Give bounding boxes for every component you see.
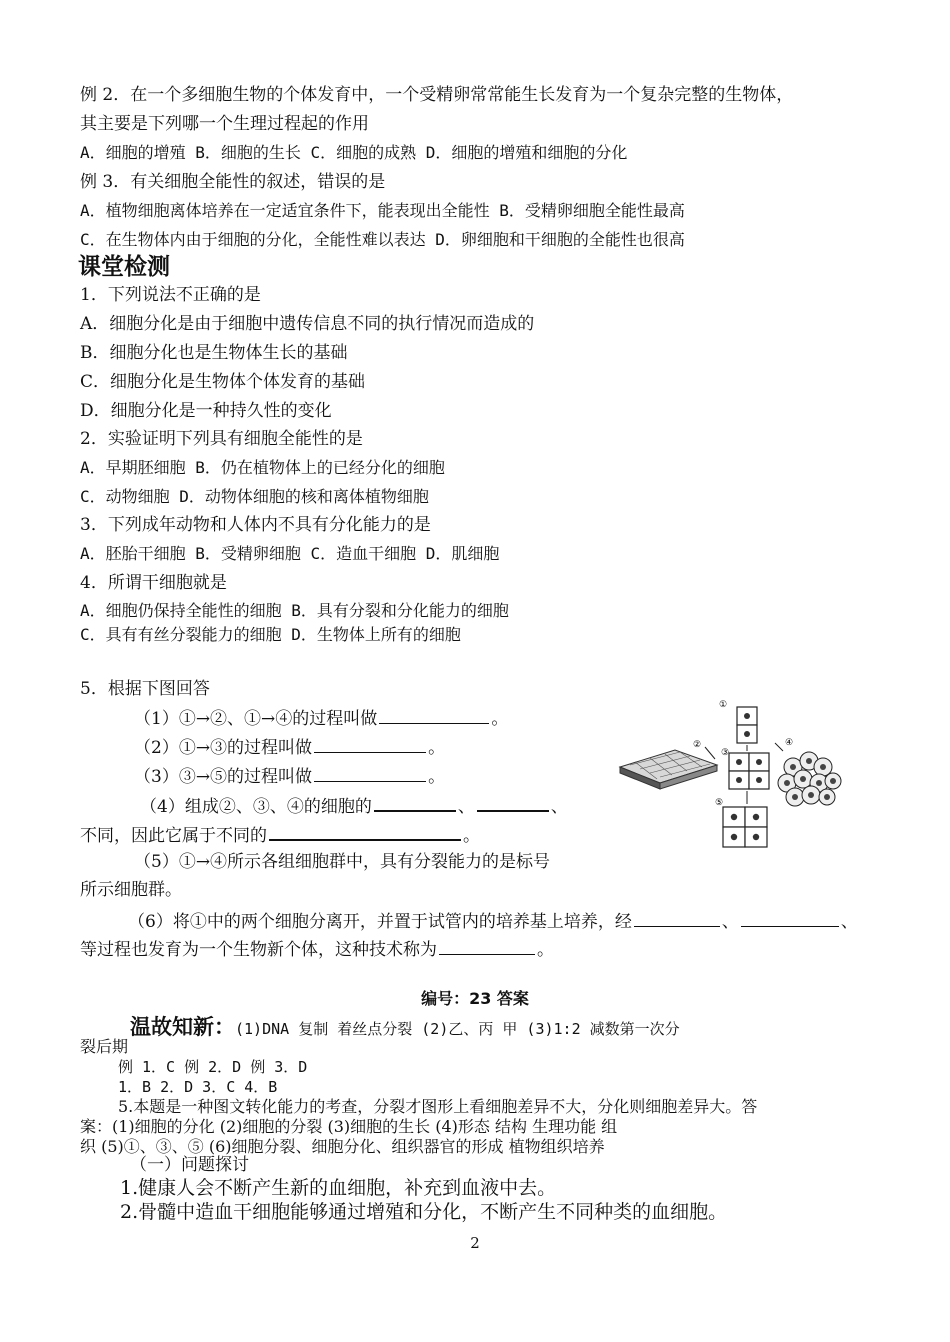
explore-item-2: 2.骨髓中造血干细胞能够通过增殖和分化，不断产生不同种类的血细胞。 <box>120 1201 728 1223</box>
q1-stem: 1．下列说法不正确的是 <box>80 285 261 305</box>
figure-label: ② <box>693 740 702 750</box>
q1-option-a: A．细胞分化是由于细胞中遗传信息不同的执行情况而造成的 <box>80 314 535 334</box>
example-3-options-ab: A．植物细胞离体培养在一定适宜条件下，能表现出全能性 B．受精卵细胞全能性最高 <box>80 201 685 220</box>
explore-item-1: 1.健康人会不断产生新的血细胞，补充到血液中去。 <box>120 1177 557 1199</box>
example-2-line-1: 例 2．在一个多细胞生物的个体发育中，一个受精卵常常能生长发育为一个复杂完整的生物体， <box>80 85 794 105</box>
explore-title: （一）问题探讨 <box>130 1155 249 1175</box>
q5-part-6-end: 。 <box>537 940 554 960</box>
answers-checks: 1．B 2．D 3．C 4．B <box>118 1078 278 1096</box>
q5-part-3 <box>134 765 445 788</box>
q5-part-4 <box>140 794 568 818</box>
answers-q5-line-3: 织 (5)①、③、⑤ (6)细胞分裂、细胞分化、组织器官的形成 植物组织培养 <box>80 1137 605 1156</box>
q5-part-1-text: （1）①→②、①→④的过程叫做 <box>134 709 378 729</box>
q4-options-ab: A．细胞仍保持全能性的细胞 B．具有分裂和分化能力的细胞 <box>80 601 509 620</box>
answer-blank[interactable] <box>439 938 535 955</box>
q5-part-4-sep2: 、 <box>550 797 568 817</box>
example-2-line-2: 其主要是下列哪一个生理过程起的作用 <box>80 114 369 134</box>
q5-part-4-cont-text: 不同，因此它属于不同的 <box>80 826 267 846</box>
q5-part-3-end: 。 <box>428 767 446 787</box>
q5-part-5: （5）①→④所示各组细胞群中，具有分裂能力的是标号 <box>134 852 551 872</box>
q5-part-1-end: 。 <box>491 709 509 729</box>
page-number: 2 <box>470 1234 480 1252</box>
answers-q5-line-1: 5.本题是一种图文转化能力的考查，分裂才图形上看细胞差异不大，分化则细胞差异大。答 <box>118 1097 758 1116</box>
q2-options-ab: A．早期胚细胞 B．仍在植物体上的已经分化的细胞 <box>80 458 445 477</box>
review-text: (1)DNA 复制 着丝点分裂 (2)乙、丙 甲 (3)1:2 减数第一次分 <box>235 1020 680 1038</box>
cell-differentiation-figure <box>615 695 875 860</box>
answers-examples: 例 1．C 例 2．D 例 3．D <box>118 1058 308 1076</box>
q5-part-5-cont: 所示细胞群。 <box>80 880 182 900</box>
q3-stem: 3．下列成年动物和人体内不具有分化能力的是 <box>80 515 431 535</box>
q2-options-cd: C．动物细胞 D．动物体细胞的核和离体植物细胞 <box>80 487 429 506</box>
q5-part-6-text: （6）将①中的两个细胞分离开，并置于试管内的培养基上培养，经 <box>128 912 632 932</box>
q5-part-4-end: 。 <box>463 826 480 846</box>
answer-blank[interactable] <box>374 794 456 812</box>
example-3-options-cd: C．在生物体内由于细胞的分化，全能性难以表达 D．卵细胞和干细胞的全能性也很高 <box>80 230 685 249</box>
review-line-2: 裂后期 <box>80 1037 129 1056</box>
q5-part-2-end: 。 <box>428 738 446 758</box>
figure-label: ③ <box>721 748 730 758</box>
q5-part-6-sep: 、 <box>721 912 739 932</box>
figure-label: ① <box>719 700 728 710</box>
answers-q5-line-2: 案：(1)细胞的分化 (2)细胞的分裂 (3)细胞的生长 (4)形态 结构 生理功能 组 <box>80 1117 618 1136</box>
answer-blank[interactable] <box>269 823 461 841</box>
q4-stem: 4．所谓干细胞就是 <box>80 573 227 593</box>
q5-part-6-cont <box>80 938 554 961</box>
q5-part-3-text: （3）③→⑤的过程叫做 <box>134 767 313 787</box>
answer-blank[interactable] <box>477 794 549 812</box>
q5-part-1 <box>134 707 508 730</box>
answer-blank[interactable] <box>741 910 839 927</box>
answers-title: 编号：23 答案 <box>421 989 529 1008</box>
q5-part-2-text: （2）①→③的过程叫做 <box>134 738 313 758</box>
q5-part-2 <box>134 736 445 759</box>
q1-option-b: B．细胞分化也是生物体生长的基础 <box>80 343 348 363</box>
q2-stem: 2．实验证明下列具有细胞全能性的是 <box>80 429 363 449</box>
cell-column <box>723 707 769 847</box>
q5-part-6-cont-text: 等过程也发育为一个生物新个体，这种技术称为 <box>80 940 437 960</box>
q5-part-4-cont <box>80 823 480 847</box>
q5-part-4-text: （4）组成②、③、④的细胞的 <box>140 797 372 817</box>
q5-part-4-sep: 、 <box>457 797 475 817</box>
section-heading: 课堂检测 <box>78 254 170 280</box>
answer-blank[interactable] <box>379 707 489 724</box>
q5-stem: 5．根据下图回答 <box>80 679 210 699</box>
q1-option-c: C．细胞分化是生物体个体发育的基础 <box>80 372 366 392</box>
figure-label: ⑤ <box>715 798 724 808</box>
review-label: 温故知新： <box>130 1015 235 1039</box>
answer-blank[interactable] <box>314 736 426 753</box>
example-2-options: A．细胞的增殖 B．细胞的生长 C．细胞的成熟 D．细胞的增殖和细胞的分化 <box>80 143 628 162</box>
q5-part-6-sep2: 、 <box>840 912 858 932</box>
q1-option-d: D．细胞分化是一种持久性的变化 <box>80 401 332 421</box>
figure-label: ④ <box>785 738 794 748</box>
answer-blank[interactable] <box>634 910 720 927</box>
answer-blank[interactable] <box>314 765 426 782</box>
q3-options: A．胚胎干细胞 B．受精卵细胞 C．造血干细胞 D．肌细胞 <box>80 544 500 563</box>
example-3-stem: 例 3．有关细胞全能性的叙述，错误的是 <box>80 172 386 192</box>
review-line <box>130 1014 680 1042</box>
q5-part-6 <box>128 910 858 933</box>
q4-options-cd: C．具有有丝分裂能力的细胞 D．生物体上所有的细胞 <box>80 625 461 644</box>
tissue-sheet-shape <box>620 750 717 789</box>
